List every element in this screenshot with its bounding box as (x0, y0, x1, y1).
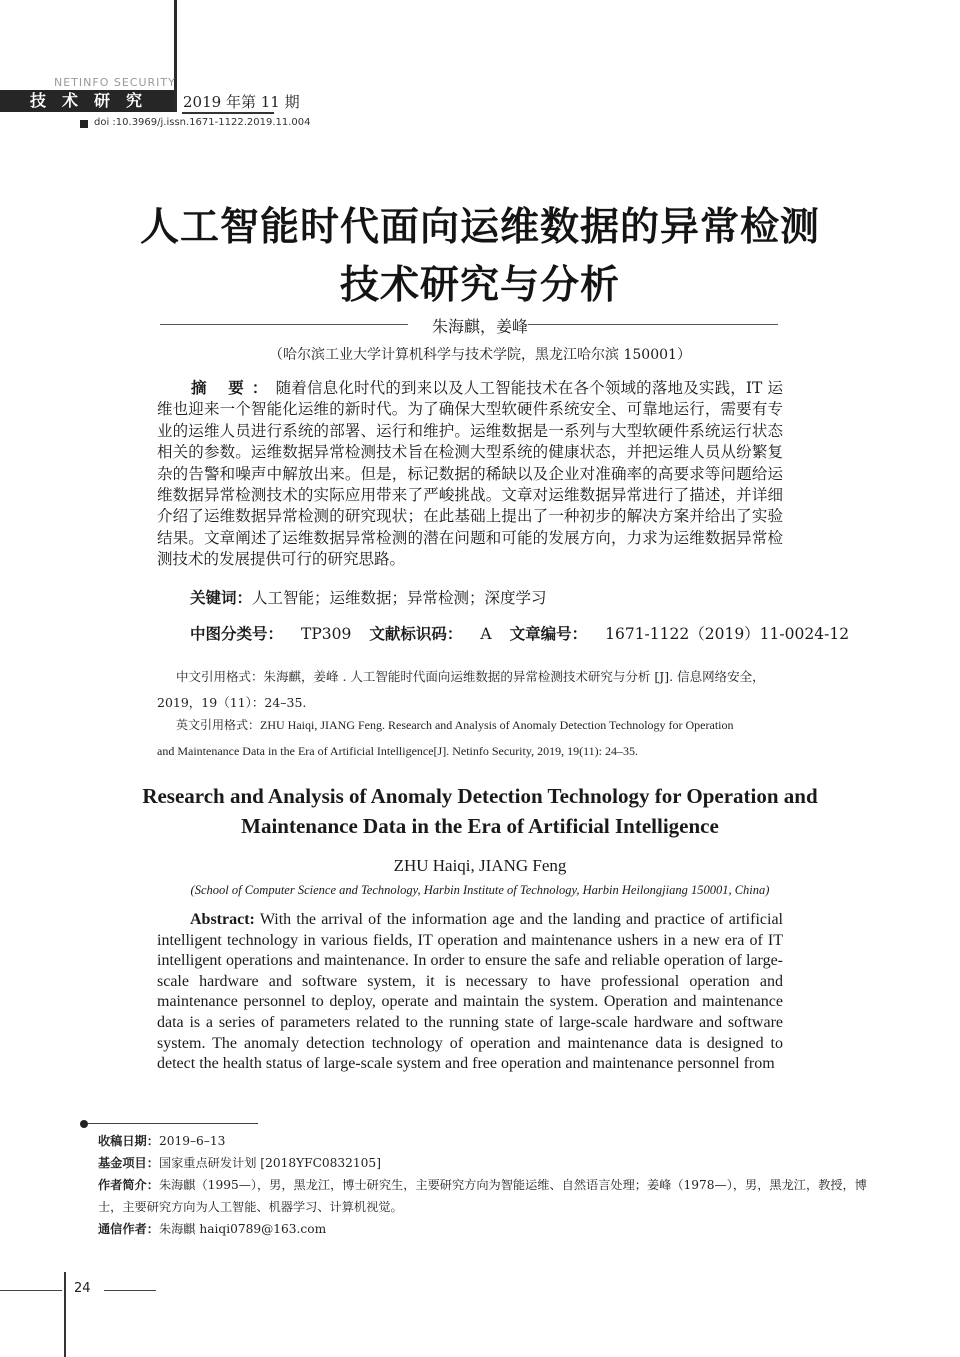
keywords-cn-text: 人工智能；运维数据；异常检测；深度学习 (252, 589, 547, 607)
citation-cn-line2: 2019，19（11）：24–35. (157, 695, 307, 710)
doi-text: doi :10.3969/j.issn.1671-1122.2019.11.004 (94, 117, 311, 128)
authors-en: ZHU Haiqi, JIANG Feng (393, 856, 567, 875)
doi-marker-icon (80, 120, 88, 128)
classification-line (190, 622, 849, 644)
journal-section-label: 技术研究 (30, 91, 159, 110)
footnote-rule (88, 1123, 258, 1124)
page-number-rule-right (104, 1290, 156, 1291)
page-number-rule-left (0, 1290, 62, 1291)
clc-number: 中图分类号： TP309 (190, 625, 352, 643)
page-number-vertical-rule (64, 1272, 66, 1357)
footnote-bio: 作者简介：朱海麒（1995—），男，黑龙江，博士研究生，主要研究方向为智能运维、自然语言处理；姜峰（1978—），男，黑龙江，教授，博士，主要研究方向为人工智能、机器学习、计算机视觉。 (98, 1178, 867, 1214)
abstract-en-text: With the arrival of the information age and the landing and practice of artificial intelligent technology in various fields, IT operation and maintenance ushers in a new era of IT intelligent operations and maintenance. In order to ensure the safe and reliable operation of large-scale hardware and software system, it is necessary to have professional operation and maintenance personnel to deploy, operate and maintain the system. Operation and maintenance data is a series of parameters related to the running state of large-scale hardware and software system. The anomaly detection technology of operation and maintenance data is designed to detect the health status of large-scale system and free operation and maintenance personnel from (157, 911, 783, 1073)
citation-cn-line1: 中文引用格式：朱海麒，姜峰 . 人工智能时代面向运维数据的异常检测技术研究与分析 [J]. 信息网络安全， (176, 669, 765, 684)
keywords-cn-label: 关键词： (190, 589, 253, 607)
affiliation-cn: （哈尔滨工业大学计算机科学与技术学院，黑龙江哈尔滨 150001） (269, 347, 691, 363)
authors-cn: 朱海麒，姜峰 (431, 317, 528, 336)
header-vertical-rule (174, 0, 177, 112)
title-en-line2: Maintenance Data in the Era of Artificial Intelligence (241, 814, 719, 838)
page-number: 24 (74, 1281, 91, 1296)
article-number: 文章编号： 1671-1122（2019）11-0024-12 (509, 625, 850, 643)
footnote-fund: 基金项目：国家重点研发计划 [2018YFC0832105] (98, 1156, 381, 1170)
document-code: 文献标识码： A (369, 625, 492, 643)
abstract-cn-label: 摘 要： (191, 379, 276, 397)
header-underline (182, 112, 274, 114)
footnote-marker-icon (80, 1120, 88, 1128)
title-en-line1: Research and Analysis of Anomaly Detection Technology for Operation and (142, 784, 818, 808)
abstract-en-label: Abstract: (190, 911, 255, 928)
abstract-en (157, 910, 783, 1075)
keywords-cn (190, 586, 547, 608)
title-cn-line2: 技术研究与分析 (339, 263, 620, 308)
abstract-cn-text: 随着信息化时代的到来以及人工智能技术在各个领域的落地及实践，IT 运维也迎来一个智能化运维的新时代。为了确保大型软硬件系统安全、可靠地运行，需要有专业的运维人员进行系统的部署、运行和维护。运维数据是一系列与大型软硬件系统运行状态相关的参数。运维数据异常检测技术旨在检测大型系统的健康状态，并把运维人员从纷繁复杂的告警和噪声中解放出来。但是，标记数据的稀缺以及企业对准确率的高要求等问题给运维数据异常检测技术的实际应用带来了严峻挑战。文章对运维数据异常进行了描述，并详细介绍了运维数据异常检测的研究现状；在此基础上提出了一种初步的解决方案并给出了实验结果。文章阐述了运维数据异常检测的潜在问题和可能的发展方向，力求为运维数据异常检测技术的发展提供可行的研究思路。 (157, 379, 783, 569)
affiliation-en: (School of Computer Science and Technology, Harbin Institute of Technology, Harbin Heilongjiang 150001, China) (190, 883, 770, 897)
title-cn-line1: 人工智能时代面向运维数据的异常检测 (139, 205, 820, 250)
journal-english-name: NETINFO SECURITY (54, 76, 176, 89)
issue-label: 2019 年第 11 期 (183, 93, 300, 111)
footnote-received: 收稿日期：2019–6–13 (98, 1134, 226, 1148)
footnote-correspondence: 通信作者：朱海麒 haiqi0789@163.com (98, 1222, 327, 1236)
citation-en-line2: and Maintenance Data in the Era of Artificial Intelligence[J]. Netinfo Security, 2019, 19(11): 24–35. (157, 744, 638, 758)
abstract-cn (157, 378, 783, 571)
citation-en-line1: 英文引用格式：ZHU Haiqi, JIANG Feng. Research and Analysis of Anomaly Detection Technology for Operation (176, 718, 734, 732)
